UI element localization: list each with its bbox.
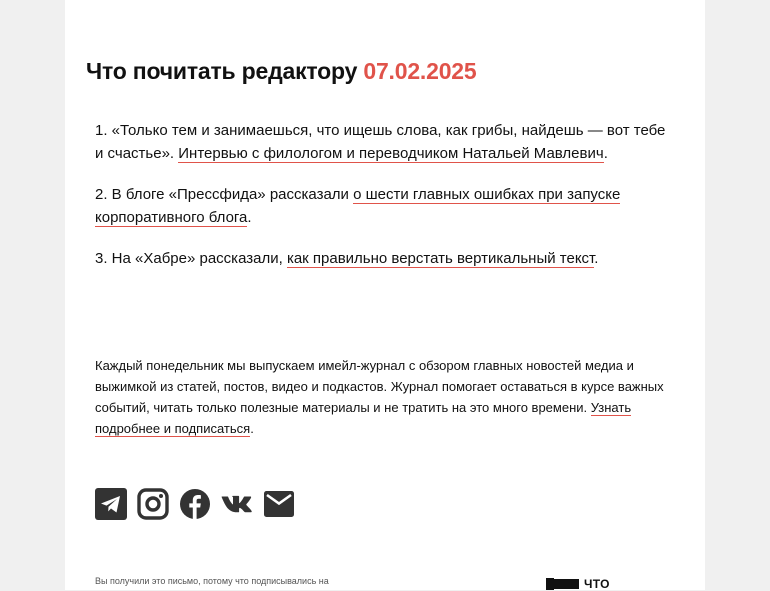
item-punct: . [247, 208, 252, 226]
newsletter-sheet [65, 0, 705, 590]
social-links [95, 488, 295, 520]
list-item [95, 248, 675, 271]
item-text: 2. В блоге «Прессфида» рассказали [95, 186, 354, 203]
item-punct: . [603, 144, 608, 162]
telegram-icon[interactable] [95, 488, 127, 520]
description-text: Каждый понедельник мы выпускаем имейл-журнал с обзором главных новостей медиа и выжимкой из статей, постов, видео и подкастов. Журнал помогает оставаться в курсе важных событий, читать только полезные материалы и не тратить на это много времени. [95, 358, 664, 415]
logo-mark [547, 579, 579, 589]
newsletter-description [95, 355, 675, 439]
title-text: Что почитать редактору [86, 58, 358, 84]
description-punct: . [250, 421, 254, 436]
vk-icon[interactable] [221, 488, 253, 520]
subscribe-link[interactable]: Узнать подробнее и подписаться [95, 400, 632, 436]
item-link[interactable]: как правильно верстать вертикальный текст [286, 250, 595, 267]
footer-note: Вы получили это письмо, потому что подписывались на [95, 576, 329, 586]
item-link[interactable]: о шести главных ошибках при запуске корпоративного блога [95, 186, 621, 226]
item-text: 1. «Только тем и занимаешься, что ищешь слова, как грибы, найдешь — вот тебе и счастье». [95, 122, 666, 162]
issue-date: 07.02.2025 [363, 58, 477, 84]
list-item [95, 120, 675, 165]
item-link[interactable]: Интервью с филологом и переводчиком Натальей Мавлевич [178, 144, 604, 162]
reading-list [95, 120, 675, 290]
list-item [95, 184, 675, 229]
item-text: 3. На «Хабре» рассказали, [95, 250, 287, 267]
brand-logo[interactable] [547, 577, 610, 591]
instagram-icon[interactable] [137, 488, 169, 520]
email-icon[interactable] [263, 488, 295, 520]
item-punct: . [594, 250, 599, 267]
logo-text: ЧТО [584, 577, 610, 591]
facebook-icon[interactable] [179, 488, 211, 520]
newsletter-title [86, 58, 477, 85]
